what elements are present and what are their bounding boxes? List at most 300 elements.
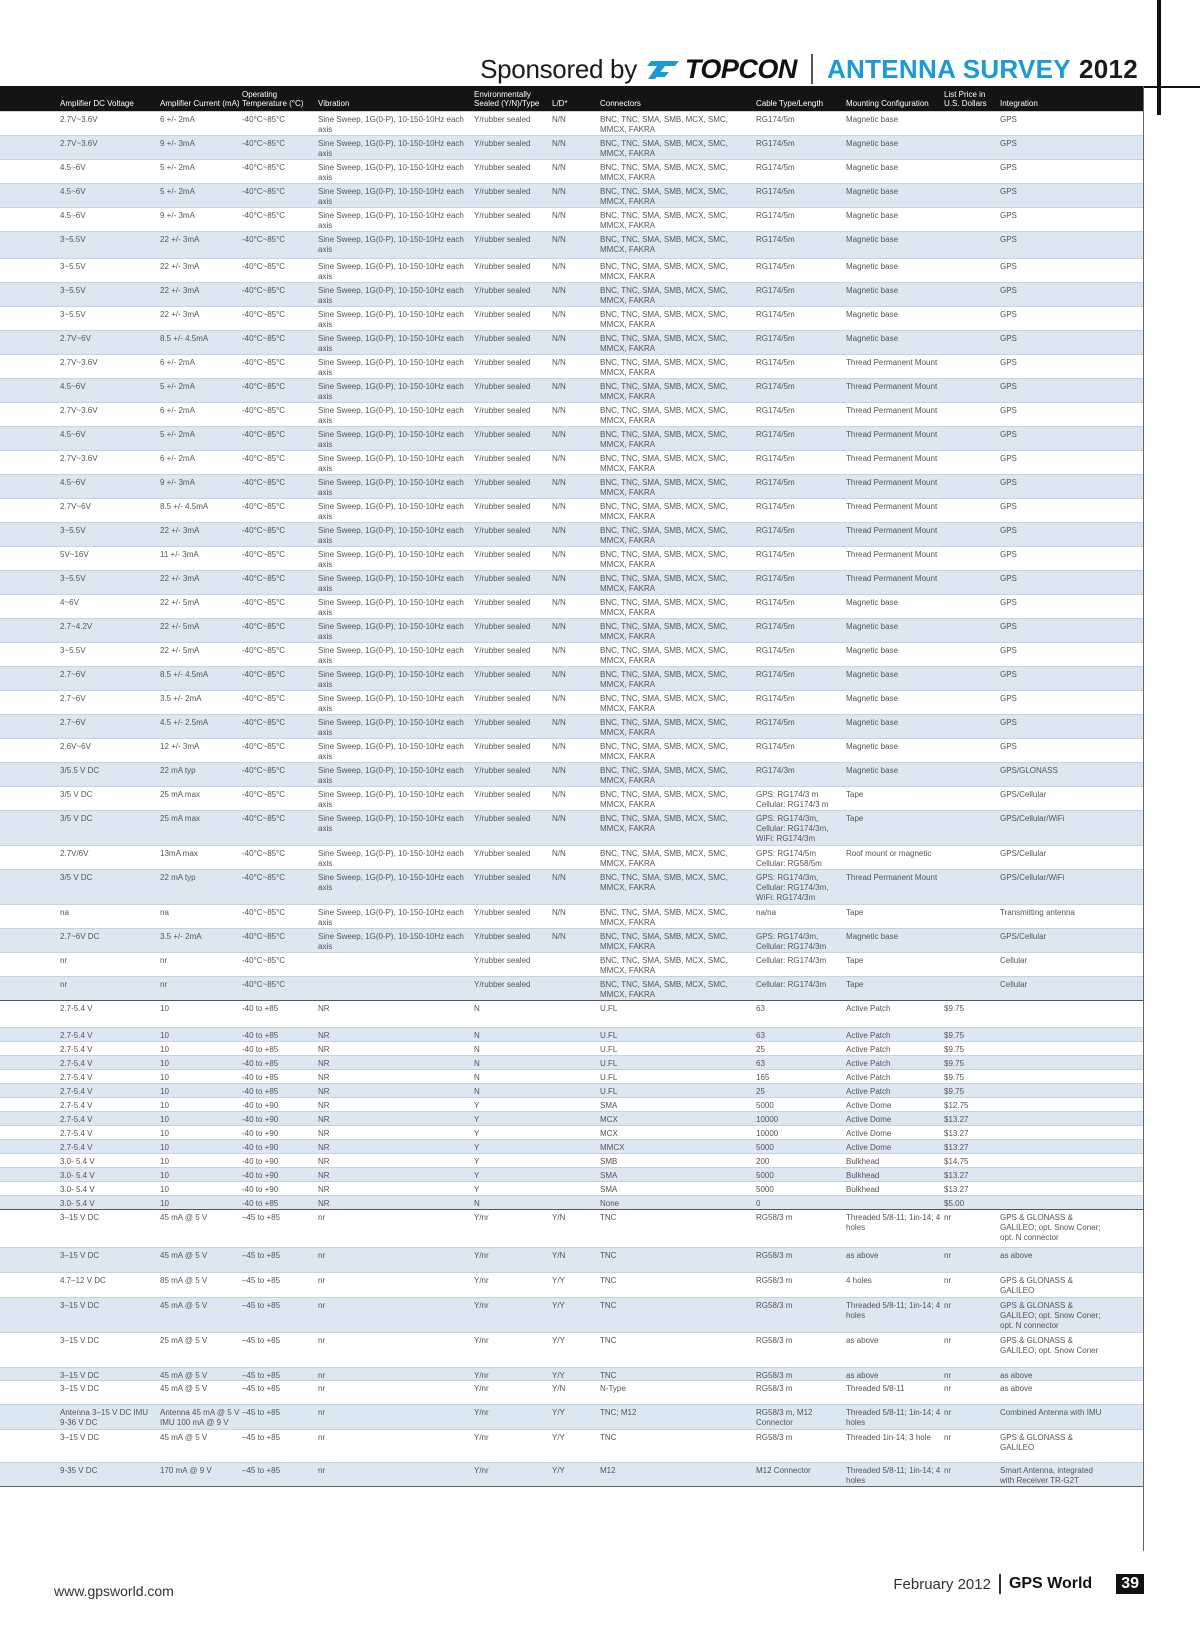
cell-voltage: 3~5.5V — [60, 262, 86, 271]
cell-voltage: nr — [60, 980, 68, 989]
cell-vibration: Sine Sweep, 1G(0-P), 10-150-10Hz each axis — [318, 115, 464, 134]
cell-price: $13.27 — [944, 1129, 969, 1138]
cell-voltage: 4~6V — [60, 598, 79, 607]
cell-mounting: Bulkhead — [846, 1171, 880, 1180]
cell-voltage: 2.7-5.4 V — [60, 1129, 93, 1138]
cell-price: nr — [944, 1371, 952, 1380]
cell-connectors: BNC, TNC, SMA, SMB, MCX, SMC, MMCX, FAKRA — [600, 670, 728, 689]
cell-sealed: Y/rubber sealed — [474, 742, 531, 751]
cell-voltage: 3.0- 5.4 V — [60, 1199, 95, 1208]
cell-ld: N/N — [552, 382, 566, 391]
cell-sealed: Y — [474, 1115, 480, 1124]
cell-voltage: 2.7V/6V — [60, 849, 89, 858]
cell-mounting: Thread Permanent Mount — [846, 430, 938, 439]
cell-temp: -40 to +90 — [242, 1115, 279, 1124]
table-row — [0, 786, 1144, 810]
cell-vibration: Sine Sweep, 1G(0-P), 10-150-10Hz each axis — [318, 622, 464, 641]
cell-ld: Y/Y — [552, 1301, 565, 1310]
cell-price: $13.27 — [944, 1143, 969, 1152]
cell-connectors: BNC, TNC, SMA, SMB, MCX, SMC, MMCX, FAKRA — [600, 454, 728, 473]
cell-mounting: Active Dome — [846, 1115, 892, 1124]
cell-integration: Cellular — [1000, 956, 1028, 965]
table-row — [0, 952, 1144, 976]
cell-sealed: Y/rubber sealed — [474, 262, 531, 271]
cell-voltage: 2.7V~3.6V — [60, 406, 98, 415]
cell-integration: GPS/Cellular/WiFi — [1000, 873, 1065, 882]
cell-mounting: Bulkhead — [846, 1185, 880, 1194]
cell-temp: -40 to +85 — [242, 1073, 279, 1082]
cell-temp: –45 to +85 — [242, 1371, 281, 1380]
cell-sealed: Y/rubber sealed — [474, 382, 531, 391]
cell-vibration: Sine Sweep, 1G(0-P), 10-150-10Hz each axis — [318, 694, 464, 713]
cell-current: 3.5 +/- 2mA — [160, 694, 202, 703]
cell-mounting: Magnetic base — [846, 286, 899, 295]
cell-sealed: Y/rubber sealed — [474, 139, 531, 148]
cell-integration: GPS & GLONASS & GALILEO — [1000, 1433, 1073, 1452]
cell-mounting: Thread Permanent Mount — [846, 382, 938, 391]
survey-year: 2012 — [1078, 53, 1138, 84]
cell-current: 11 +/- 3mA — [160, 550, 199, 559]
cell-temp: -40°C~85°C — [242, 430, 286, 439]
cell-integration: as above — [1000, 1251, 1033, 1260]
cell-current: 10 — [160, 1199, 169, 1208]
cell-temp: –45 to +85 — [242, 1384, 281, 1393]
cell-current: 8.5 +/- 4.5mA — [160, 502, 209, 511]
cell-sealed: N — [474, 1059, 480, 1068]
cell-current: 45 mA @ 5 V — [160, 1371, 208, 1380]
cell-voltage: 4.7–12 V DC — [60, 1276, 106, 1285]
cell-connectors: BNC, TNC, SMA, SMB, MCX, SMC, MMCX, FAKRA — [600, 382, 728, 401]
cell-connectors: BNC, TNC, SMA, SMB, MCX, SMC, MMCX, FAKRA — [600, 526, 728, 545]
cell-mounting: Threaded 5/8-11; 1in-14; 4 holes — [846, 1408, 941, 1427]
cell-integration: GPS & GLONASS & GALILEO; opt. Snow Coner — [1000, 1336, 1099, 1355]
cell-ld: N/N — [552, 187, 566, 196]
cell-cable: RG174/5m — [756, 550, 795, 559]
table-row — [0, 1069, 1144, 1083]
table-row — [0, 714, 1144, 738]
cell-connectors: BNC, TNC, SMA, SMB, MCX, SMC, MMCX, FAKRA — [600, 956, 728, 975]
table-row — [0, 1083, 1144, 1097]
cell-voltage: 2.7~6V DC — [60, 932, 100, 941]
table-row — [0, 1209, 1144, 1247]
cell-price: nr — [944, 1251, 952, 1260]
cell-connectors: BNC, TNC, SMA, SMB, MCX, SMC, MMCX, FAKRA — [600, 115, 728, 134]
cell-temp: -40°C~85°C — [242, 187, 286, 196]
table-header — [0, 86, 1144, 111]
cell-cable: Cellular: RG174/3m — [756, 956, 827, 965]
cell-cable: 5000 — [756, 1101, 774, 1110]
cell-cable: M12 Connector — [756, 1466, 811, 1475]
cell-voltage: 3–15 V DC — [60, 1336, 100, 1345]
cell-cable: RG58/3 m — [756, 1301, 793, 1310]
cell-cable: RG174/5m — [756, 670, 795, 679]
cell-temp: -40°C~85°C — [242, 622, 286, 631]
cell-sealed: Y/rubber sealed — [474, 550, 531, 559]
cell-connectors: BNC, TNC, SMA, SMB, MCX, SMC, MMCX, FAKRA — [600, 139, 728, 158]
cell-temp: -40°C~85°C — [242, 406, 286, 415]
cell-voltage: 2.7-5.4 V — [60, 1031, 93, 1040]
cell-cable: Cellular: RG174/3m — [756, 980, 827, 989]
table-row — [0, 1041, 1144, 1055]
cell-current: 6 +/- 2mA — [160, 358, 195, 367]
cell-sealed: Y/rubber sealed — [474, 873, 531, 882]
cell-connectors: BNC, TNC, SMA, SMB, MCX, SMC, MMCX, FAKRA — [600, 211, 728, 230]
cell-sealed: Y/nr — [474, 1466, 489, 1475]
cell-integration: GPS — [1000, 139, 1017, 148]
cell-connectors: U.FL — [600, 1045, 618, 1054]
cell-temp: -40°C~85°C — [242, 211, 286, 220]
cell-mounting: Magnetic base — [846, 139, 899, 148]
cell-mounting: Magnetic base — [846, 211, 899, 220]
cell-vibration: Sine Sweep, 1G(0-P), 10-150-10Hz each axis — [318, 430, 464, 449]
cell-cable: RG174/5m — [756, 598, 795, 607]
table-row — [0, 1139, 1144, 1153]
cell-cable: 10000 — [756, 1115, 779, 1124]
table-row — [0, 666, 1144, 690]
table-bottom-border — [0, 1486, 1144, 1487]
cell-current: 8.5 +/- 4.5mA — [160, 670, 209, 679]
cell-sealed: Y/rubber sealed — [474, 502, 531, 511]
cell-vibration: Sine Sweep, 1G(0-P), 10-150-10Hz each axis — [318, 502, 464, 521]
cell-connectors: SMA — [600, 1171, 618, 1180]
cell-current: 85 mA @ 5 V — [160, 1276, 208, 1285]
cell-cable: GPS: RG174/3 m Cellular: RG174/3 m — [756, 790, 829, 809]
cell-vibration: NR — [318, 1185, 330, 1194]
cell-sealed: Y/rubber sealed — [474, 956, 531, 965]
cell-connectors: BNC, TNC, SMA, SMB, MCX, SMC, MMCX, FAKRA — [600, 163, 728, 182]
cell-cable: RG58/3 m — [756, 1251, 793, 1260]
cell-voltage: 2.7V~3.6V — [60, 115, 98, 124]
cell-cable: 63 — [756, 1059, 765, 1068]
page-header — [480, 48, 1138, 90]
table-row — [0, 183, 1144, 207]
cell-cable: GPS: RG174/5m Cellular: RG58/5m — [756, 849, 822, 868]
cell-vibration: Sine Sweep, 1G(0-P), 10-150-10Hz each axis — [318, 235, 464, 254]
table-row — [0, 976, 1144, 1000]
cell-cable: RG174/5m — [756, 406, 795, 415]
cell-vibration: Sine Sweep, 1G(0-P), 10-150-10Hz each axis — [318, 454, 464, 473]
cell-current: 9 +/- 3mA — [160, 211, 195, 220]
cell-integration: GPS — [1000, 598, 1017, 607]
cell-sealed: Y/rubber sealed — [474, 718, 531, 727]
cell-integration: GPS — [1000, 454, 1017, 463]
cell-sealed: Y/rubber sealed — [474, 310, 531, 319]
cell-voltage: 3–15 V DC — [60, 1213, 100, 1222]
cell-vibration: NR — [318, 1004, 330, 1013]
cell-temp: -40°C~85°C — [242, 574, 286, 583]
table-row — [0, 111, 1144, 135]
cell-ld: N/N — [552, 454, 566, 463]
cell-ld: N/N — [552, 849, 566, 858]
cell-temp: -40°C~85°C — [242, 334, 286, 343]
table-row — [0, 1462, 1144, 1486]
cell-vibration: nr — [318, 1408, 326, 1417]
cell-sealed: Y/nr — [474, 1276, 489, 1285]
cell-connectors: TNC — [600, 1336, 617, 1345]
cell-ld: Y/Y — [552, 1371, 565, 1380]
cell-connectors: BNC, TNC, SMA, SMB, MCX, SMC, MMCX, FAKRA — [600, 550, 728, 569]
cell-temp: -40 to +90 — [242, 1101, 279, 1110]
cell-integration: as above — [1000, 1371, 1033, 1380]
cell-vibration: Sine Sweep, 1G(0-P), 10-150-10Hz each axis — [318, 574, 464, 593]
cell-voltage: 4.5~6V — [60, 211, 86, 220]
cell-price: $9.75 — [944, 1059, 965, 1068]
cell-integration: GPS — [1000, 163, 1017, 172]
cell-temp: -40°C~85°C — [242, 139, 286, 148]
table-row — [0, 1181, 1144, 1195]
cell-mounting: Magnetic base — [846, 262, 899, 271]
cell-voltage: nr — [60, 956, 68, 965]
cell-mounting: Tape — [846, 980, 864, 989]
cell-ld: N/N — [552, 550, 566, 559]
cell-voltage: 3–15 V DC — [60, 1384, 100, 1393]
cell-voltage: 3~5.5V — [60, 526, 86, 535]
cell-sealed: Y/rubber sealed — [474, 406, 531, 415]
cell-mounting: Thread Permanent Mount — [846, 574, 938, 583]
column-header-voltage: Amplifier DC Voltage — [60, 99, 134, 108]
cell-integration: GPS/Cellular — [1000, 849, 1047, 858]
cell-sealed: Y — [474, 1171, 480, 1180]
cell-voltage: 2.7-5.4 V — [60, 1087, 93, 1096]
cell-connectors: M12 — [600, 1466, 616, 1475]
table-row — [0, 498, 1144, 522]
cell-mounting: Magnetic base — [846, 598, 899, 607]
cell-voltage: 3.0- 5.4 V — [60, 1157, 95, 1166]
cell-vibration: NR — [318, 1059, 330, 1068]
cell-vibration: nr — [318, 1466, 326, 1475]
cell-mounting: Thread Permanent Mount — [846, 550, 938, 559]
table-row — [0, 1332, 1144, 1367]
cell-cable: RG174/5m — [756, 187, 795, 196]
cell-ld: Y/Y — [552, 1276, 565, 1285]
cell-current: 10 — [160, 1073, 169, 1082]
sponsored-label: Sponsored by — [480, 53, 637, 84]
table-row — [0, 1297, 1144, 1332]
cell-current: 10 — [160, 1059, 169, 1068]
cell-connectors: BNC, TNC, SMA, SMB, MCX, SMC, MMCX, FAKRA — [600, 187, 728, 206]
cell-connectors: BNC, TNC, SMA, SMB, MCX, SMC, MMCX, FAKRA — [600, 980, 728, 999]
cell-temp: –45 to +85 — [242, 1336, 281, 1345]
cell-price: $9.75 — [944, 1073, 965, 1082]
cell-temp: -40°C~85°C — [242, 454, 286, 463]
cell-connectors: BNC, TNC, SMA, SMB, MCX, SMC, MMCX, FAKRA — [600, 310, 728, 329]
cell-cable: RG174/5m — [756, 526, 795, 535]
cell-mounting: Active Patch — [846, 1031, 891, 1040]
cell-sealed: Y/rubber sealed — [474, 478, 531, 487]
cell-integration: GPS — [1000, 550, 1017, 559]
table-row — [0, 546, 1144, 570]
cell-temp: -40°C~85°C — [242, 115, 286, 124]
cell-mounting: Active Dome — [846, 1101, 892, 1110]
cell-temp: -40°C~85°C — [242, 358, 286, 367]
cell-voltage: 2.7-5.4 V — [60, 1073, 93, 1082]
cell-temp: -40 to +90 — [242, 1157, 279, 1166]
topcon-logo — [645, 54, 797, 85]
column-header-connectors: Connectors — [600, 99, 641, 108]
cell-ld: N/N — [552, 574, 566, 583]
cell-integration: GPS — [1000, 334, 1017, 343]
table-row — [0, 810, 1144, 845]
cell-cable: RG58/3 m — [756, 1371, 793, 1380]
cell-current: 10 — [160, 1004, 169, 1013]
cell-temp: -40°C~85°C — [242, 310, 286, 319]
cell-sealed: Y/nr — [474, 1433, 489, 1442]
cell-price: $14.75 — [944, 1157, 969, 1166]
cell-integration: GPS — [1000, 502, 1017, 511]
cell-current: 10 — [160, 1087, 169, 1096]
cell-connectors: BNC, TNC, SMA, SMB, MCX, SMC, MMCX, FAKRA — [600, 646, 728, 665]
cell-connectors: BNC, TNC, SMA, SMB, MCX, SMC, MMCX, FAKRA — [600, 718, 728, 737]
table-row — [0, 869, 1144, 904]
cell-mounting: Threaded 5/8-11; 1in-14; 4 holes — [846, 1466, 941, 1485]
cell-connectors: BNC, TNC, SMA, SMB, MCX, SMC, MMCX, FAKRA — [600, 766, 728, 785]
table-body — [0, 111, 1144, 1487]
cell-cable: 5000 — [756, 1171, 774, 1180]
cell-connectors: MCX — [600, 1129, 618, 1138]
cell-temp: -40°C~85°C — [242, 766, 286, 775]
cell-ld: N/N — [552, 790, 566, 799]
table-row — [0, 1380, 1144, 1404]
cell-current: 45 mA @ 5 V — [160, 1301, 208, 1310]
cell-mounting: Magnetic base — [846, 310, 899, 319]
cell-connectors: None — [600, 1199, 620, 1208]
cell-temp: -40°C~85°C — [242, 814, 286, 823]
cell-integration: GPS — [1000, 742, 1017, 751]
cell-ld: N/N — [552, 211, 566, 220]
cell-current: 10 — [160, 1185, 169, 1194]
cell-temp: –45 to +85 — [242, 1251, 281, 1260]
cell-sealed: Y/nr — [474, 1371, 489, 1380]
cell-temp: -40°C~85°C — [242, 980, 286, 989]
cell-ld: N/N — [552, 598, 566, 607]
cell-connectors: BNC, TNC, SMA, SMB, MCX, SMC, MMCX, FAKRA — [600, 790, 728, 809]
cell-cable: RG58/3 m — [756, 1336, 793, 1345]
cell-voltage: 3/5 V DC — [60, 790, 93, 799]
cell-connectors: TNC — [600, 1433, 617, 1442]
table-row — [0, 1367, 1144, 1380]
cell-voltage: 4.5~6V — [60, 430, 86, 439]
cell-voltage: 2.6V~6V — [60, 742, 91, 751]
cell-vibration: nr — [318, 1213, 326, 1222]
cell-ld: N/N — [552, 932, 566, 941]
cell-voltage: 2.7-5.4 V — [60, 1059, 93, 1068]
cell-ld: Y/N — [552, 1213, 566, 1222]
cell-connectors: BNC, TNC, SMA, SMB, MCX, SMC, MMCX, FAKRA — [600, 873, 728, 892]
cell-mounting: Bulkhead — [846, 1157, 880, 1166]
table-row — [0, 1153, 1144, 1167]
cell-current: 6 +/- 2mA — [160, 115, 195, 124]
table-row — [0, 762, 1144, 786]
cell-vibration: NR — [318, 1143, 330, 1152]
table-row — [0, 904, 1144, 928]
cell-integration: Transmitting antenna — [1000, 908, 1075, 917]
cell-current: 22 +/- 5mA — [160, 622, 200, 631]
cell-current: 5 +/- 2mA — [160, 163, 195, 172]
cell-vibration: Sine Sweep, 1G(0-P), 10-150-10Hz each axis — [318, 670, 464, 689]
cell-temp: -40 to +85 — [242, 1004, 279, 1013]
cell-ld: N/N — [552, 742, 566, 751]
cell-current: 22 +/- 3mA — [160, 574, 200, 583]
table-row — [0, 1247, 1144, 1272]
cell-temp: –45 to +85 — [242, 1433, 281, 1442]
cell-cable: RG58/3 m, M12 Connector — [756, 1408, 813, 1427]
cell-temp: -40°C~85°C — [242, 646, 286, 655]
cell-sealed: Y/nr — [474, 1384, 489, 1393]
cell-sealed: Y/rubber sealed — [474, 598, 531, 607]
cell-connectors: BNC, TNC, SMA, SMB, MCX, SMC, MMCX, FAKRA — [600, 286, 728, 305]
cell-cable: RG58/3 m — [756, 1276, 793, 1285]
cell-sealed: N — [474, 1073, 480, 1082]
cell-sealed: Y/nr — [474, 1336, 489, 1345]
table-row — [0, 1404, 1144, 1429]
cell-voltage: 3–15 V DC — [60, 1433, 100, 1442]
cell-connectors: U.FL — [600, 1031, 618, 1040]
cell-ld: N/N — [552, 358, 566, 367]
cell-temp: –45 to +85 — [242, 1301, 281, 1310]
cell-connectors: TNC — [600, 1301, 617, 1310]
cell-ld: N/N — [552, 646, 566, 655]
cell-mounting: Thread Permanent Mount — [846, 478, 938, 487]
cell-vibration: NR — [318, 1031, 330, 1040]
cell-vibration: Sine Sweep, 1G(0-P), 10-150-10Hz each axis — [318, 526, 464, 545]
page-number: 39 — [1116, 1574, 1144, 1594]
cell-integration: GPS — [1000, 358, 1017, 367]
cell-vibration: Sine Sweep, 1G(0-P), 10-150-10Hz each axis — [318, 873, 464, 892]
cell-sealed: Y/nr — [474, 1251, 489, 1260]
cell-integration: GPS — [1000, 211, 1017, 220]
cell-connectors: TNC — [600, 1371, 617, 1380]
cell-vibration: Sine Sweep, 1G(0-P), 10-150-10Hz each axis — [318, 718, 464, 737]
cell-integration: GPS — [1000, 310, 1017, 319]
cell-mounting: Magnetic base — [846, 670, 899, 679]
cell-connectors: BNC, TNC, SMA, SMB, MCX, SMC, MMCX, FAKRA — [600, 478, 728, 497]
antenna-table — [0, 86, 1144, 1487]
cell-integration: GPS — [1000, 262, 1017, 271]
cell-ld: N/N — [552, 115, 566, 124]
cell-current: 10 — [160, 1157, 169, 1166]
table-row — [0, 690, 1144, 714]
cell-mounting: as above — [846, 1371, 879, 1380]
cell-price: $5.00 — [944, 1199, 965, 1208]
cell-sealed: Y/rubber sealed — [474, 358, 531, 367]
cell-cable: RG174/5m — [756, 334, 795, 343]
cell-cable: RG174/5m — [756, 286, 795, 295]
crop-mark — [1140, 86, 1200, 88]
cell-vibration: NR — [318, 1171, 330, 1180]
cell-current: nr — [160, 980, 168, 989]
cell-mounting: Threaded 1in-14; 3 hole — [846, 1433, 931, 1442]
footer-url[interactable]: www.gpsworld.com — [54, 1583, 174, 1599]
cell-ld: N/N — [552, 163, 566, 172]
cell-temp: -40°C~85°C — [242, 694, 286, 703]
cell-price: nr — [944, 1276, 952, 1285]
cell-sealed: Y/rubber sealed — [474, 646, 531, 655]
cell-sealed: Y/rubber sealed — [474, 163, 531, 172]
cell-cable: 5000 — [756, 1143, 774, 1152]
cell-integration: GPS — [1000, 670, 1017, 679]
cell-mounting: Magnetic base — [846, 163, 899, 172]
cell-price: nr — [944, 1433, 952, 1442]
cell-voltage: 2.7~6V — [60, 694, 86, 703]
cell-vibration: Sine Sweep, 1G(0-P), 10-150-10Hz each axis — [318, 382, 464, 401]
cell-integration: GPS — [1000, 574, 1017, 583]
cell-connectors: SMA — [600, 1185, 618, 1194]
cell-vibration: nr — [318, 1251, 326, 1260]
table-row — [0, 1272, 1144, 1297]
cell-temp: -40 to +90 — [242, 1129, 279, 1138]
cell-sealed: Y — [474, 1129, 480, 1138]
cell-sealed: Y/rubber sealed — [474, 908, 531, 917]
